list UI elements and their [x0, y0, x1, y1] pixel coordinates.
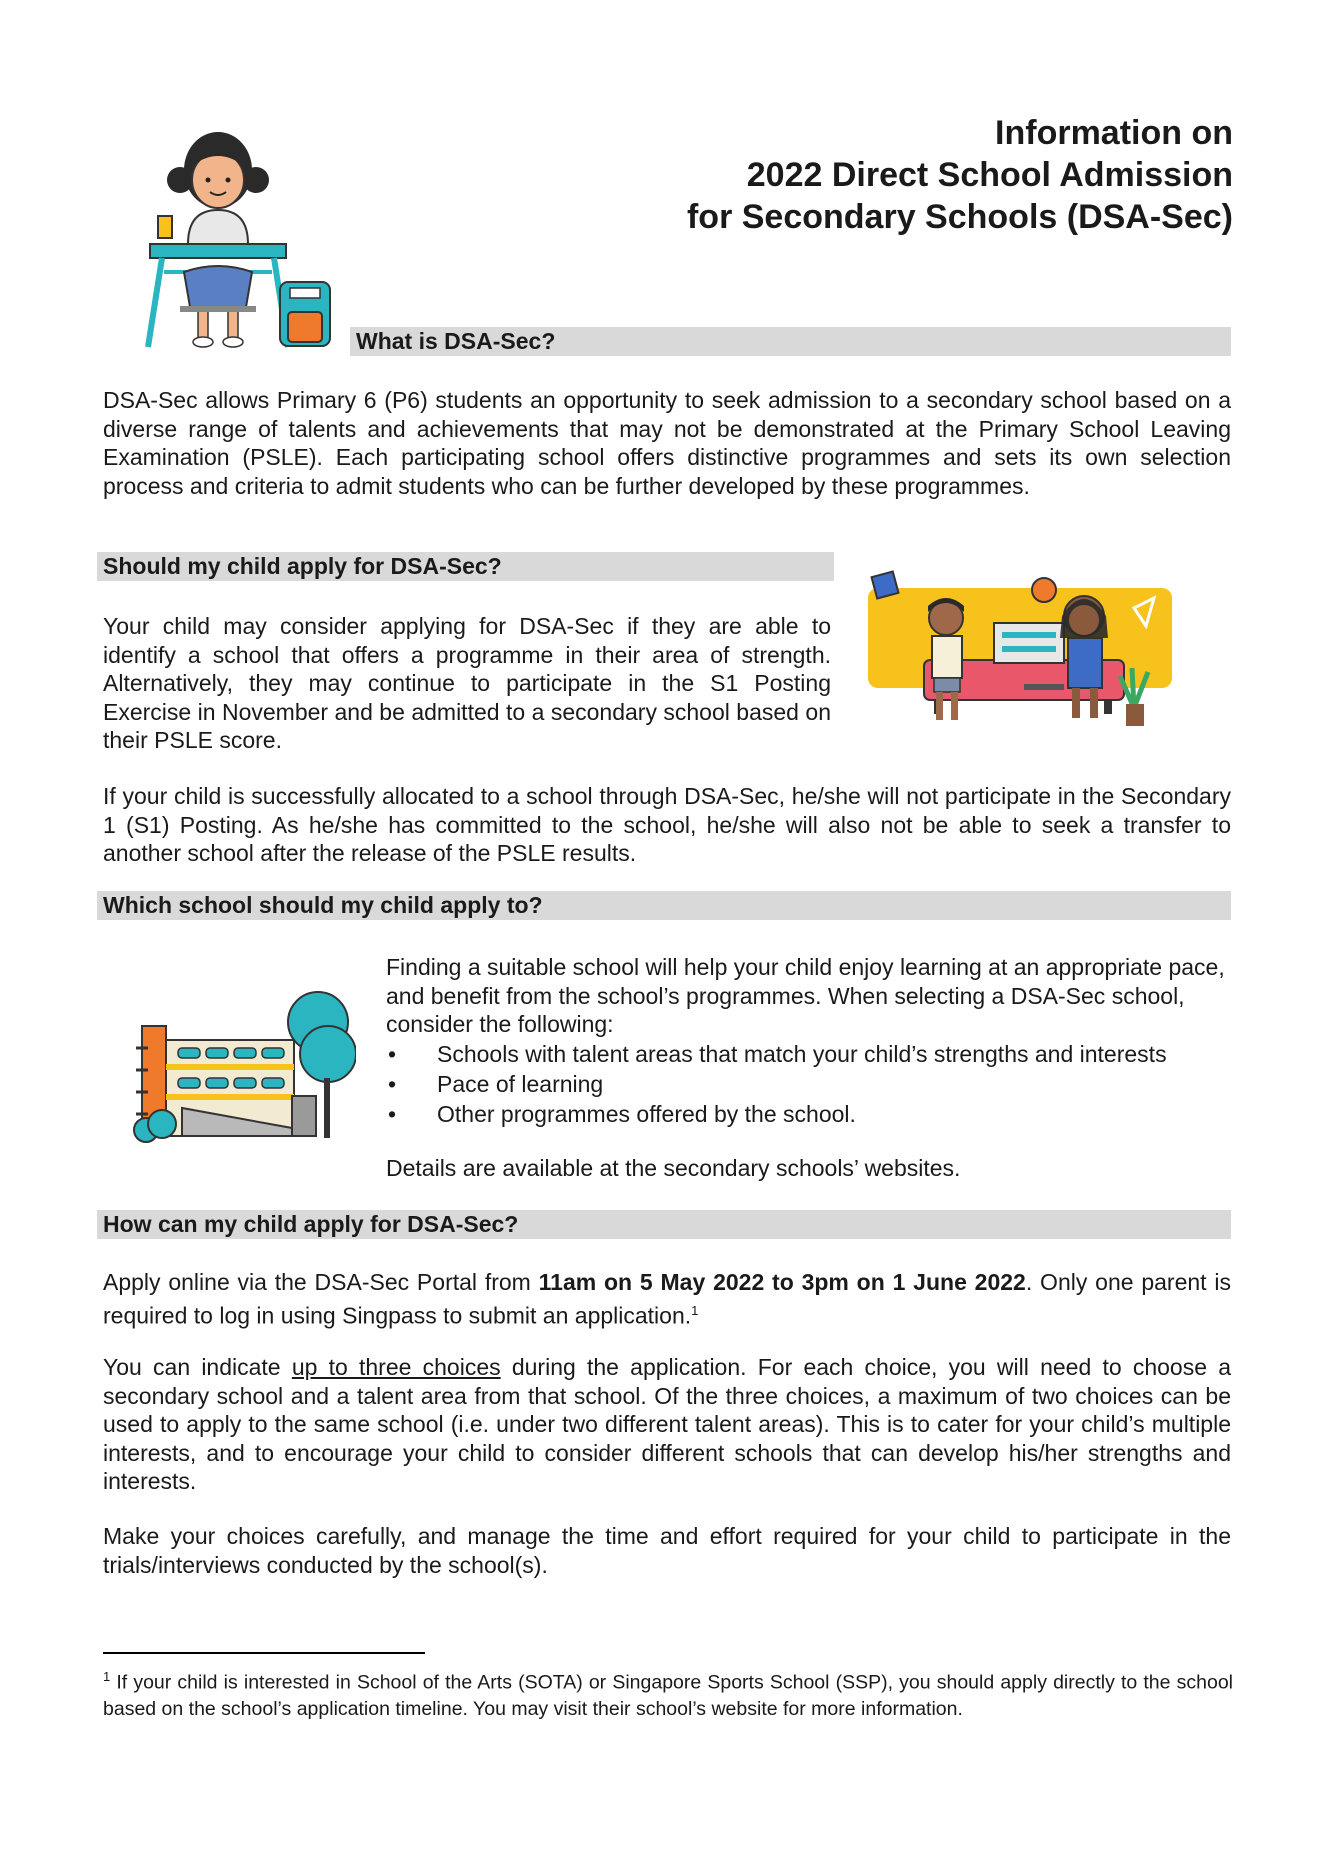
section-heading-should: Should my child apply for DSA-Sec? [97, 552, 834, 581]
title-line-2: 2022 Direct School Admission [746, 156, 1233, 194]
how-p2-text: You can indicate [103, 1354, 292, 1380]
footnote-marker: 1 [103, 1669, 111, 1684]
girl-at-desk-illustration [140, 122, 340, 352]
application-period: 11am on 5 May 2022 to 3pm on 1 June 2022 [538, 1269, 1026, 1295]
which-content [386, 953, 1231, 1129]
should-body-2: If your child is successfully allocated to a school through DSA-Sec, he/she will not participate in the Secondary 1 (S1) Posting. As he/she has committed to the school, he/she will also not be able to seek a transfer to another school after the release of the PSLE results. [103, 783, 1231, 866]
how-paragraph-2 [103, 1353, 1231, 1496]
section-heading-what: What is DSA-Sec? [350, 327, 1231, 356]
how-p1-text: Apply online via the DSA-Sec Portal from [103, 1269, 539, 1295]
document-title [687, 112, 1233, 238]
footnote-divider [103, 1652, 425, 1654]
how-paragraph-3: Make your choices carefully, and manage the time and effort required for your child to participate in the trials/interviews conducted by the school(s). [103, 1523, 1231, 1578]
list-item: • Pace of learning [386, 1069, 1231, 1099]
how-paragraph-1 [103, 1268, 1231, 1330]
list-item: • Other programmes offered by the school. [386, 1099, 1231, 1129]
school-building-illustration [132, 978, 356, 1150]
children-on-sofa-illustration [864, 568, 1176, 740]
title-line-3: for Secondary Schools (DSA-Sec) [686, 198, 1233, 236]
footnote-text: If your child is interested in School of the Arts (SOTA) or Singapore Sports School (SSP), you should apply directly to the school based on the school’s application timeline. You may visit their school’s website for more information. [103, 1671, 1233, 1720]
what-body: DSA-Sec allows Primary 6 (P6) students an opportunity to seek admission to a secondary school based on a diverse range of talents and achievements that may not be demonstrated at the Primary School Leaving Examination (PSLE). Each participating school offers distinctive programmes and sets its own selection process and criteria to admit students who can be further developed by these programmes. [103, 387, 1231, 499]
title-line-1: Information on [995, 114, 1233, 152]
section-heading-how: How can my child apply for DSA-Sec? [97, 1210, 1231, 1239]
footnote [103, 1664, 1233, 1722]
should-body-1: Your child may consider applying for DSA-Sec if they are able to identify a school that offers a programme in their area of strength. Alternatively, they may continue to participate in the S1 Posting Exercise in November and be admitted to a secondary school based on their PSLE score. [103, 613, 831, 753]
choices-emphasis: up to three choices [291, 1354, 501, 1380]
which-bullet-list [386, 1039, 1231, 1129]
how-p1-text-end: . Only one parent is required to log in using Singpass to submit an application. [103, 1269, 1231, 1329]
how-p2-text-end: during the application. For each choice, you will need to choose a secondary school and a talent area from that school. Of the three choices, a maximum of two choices can be used to apply to the same school (i.e. under two different talent areas). This is to cater for your child’s multiple interests, and to encourage your child to consider different schools that can develop his/her strengths and interests. [103, 1354, 1232, 1494]
list-item: • Schools with talent areas that match your child’s strengths and interests [386, 1039, 1231, 1069]
footnote-ref: 1 [691, 1302, 699, 1318]
which-details: Details are available at the secondary schools’ websites. [386, 1155, 961, 1181]
section-heading-which: Which school should my child apply to? [97, 891, 1231, 920]
which-intro: Finding a suitable school will help your child enjoy learning at an appropriate pace, and benefit from the school’s programmes. When selecting a DSA-Sec school, consider the following: [386, 954, 1225, 1037]
